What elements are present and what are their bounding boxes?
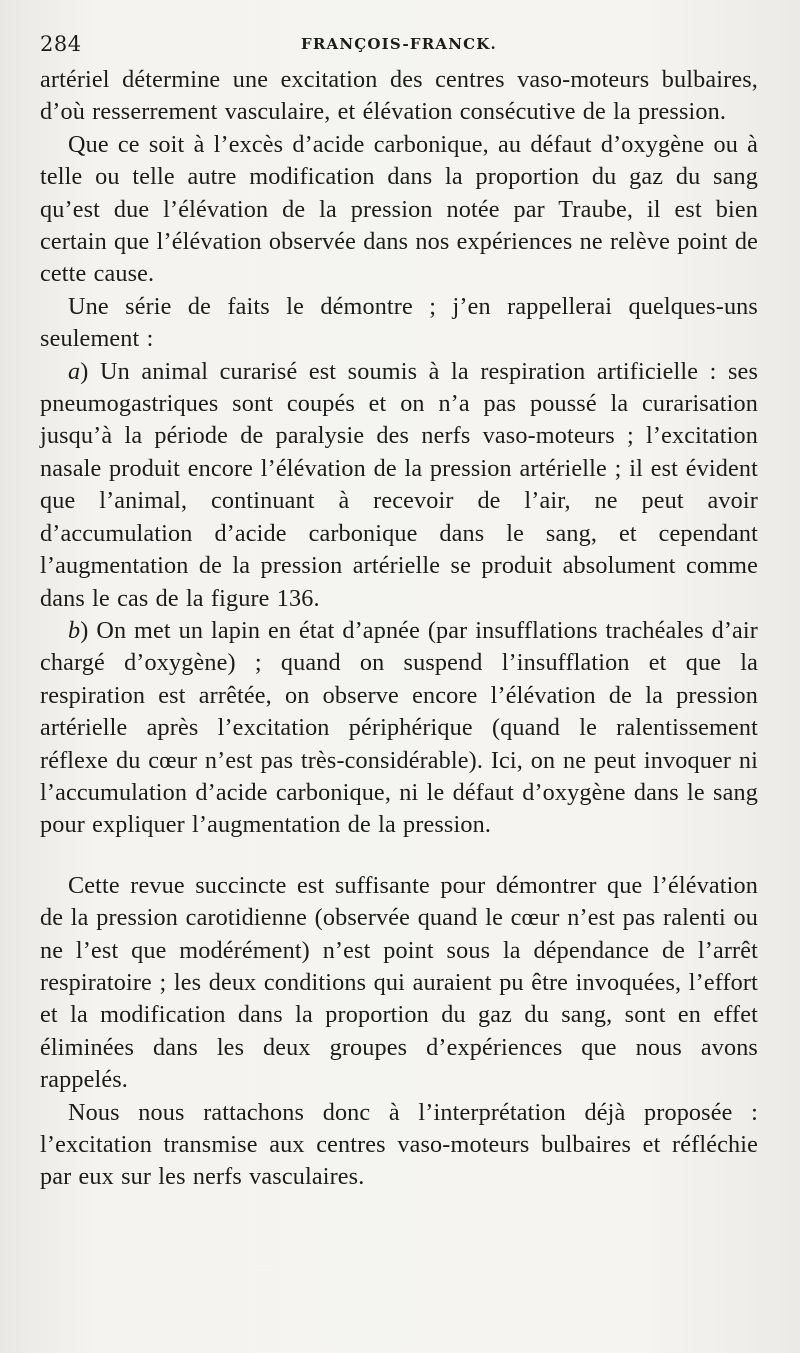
item-text-b: On met un lapin en état d’apnée (par insufflations trachéales d’air chargé d’oxygène) ; quand on suspend l’insufflation et que la respiration est arrêtée, on observe encore l’élévation de la pression artérielle après l’excitation périphérique (quand le ralentissement réflexe du cœur n’est pas très-considérable). Ici, on ne peut invoquer ni l’accumulation d’acide carbonique, ni le défaut d’oxygène dans le sang pour expliquer l’augmentation de la pression. bbox=[40, 616, 758, 839]
paragraph-series-intro: Une série de faits le démontre ; j’en rappellerai quelques-uns seulement : bbox=[40, 292, 758, 353]
paragraph-interpretation: Nous nous rattachons donc à l’interprétation déjà proposée : l’excitation transmise aux centres vaso-moteurs bulbaires et réfléchie par eux sur les nerfs vasculaires. bbox=[40, 1098, 758, 1191]
section-gap bbox=[40, 842, 758, 870]
paragraph-continuation: artériel détermine une excitation des centres vaso-moteurs bulbaires, d’où resserrement vasculaire, et élévation consécutive de la pression. bbox=[40, 66, 758, 126]
item-text-a: Un animal curarisé est soumis à la respiration artificielle : ses pneumogastriques sont coupés et on n’a pas poussé la curarisation jusqu’à la période de paralysie des nerfs vaso-moteurs ; l’excitation nasale produit encore l’élévation de la pression artérielle ; il est évident que l’animal, continuant à recevoir de l’air, ne peut avoir d’accumulation d’acide carbonique dans le sang, et cependant l’augmentation de la pression artérielle se produit absolument comme dans le cas de la figure 136. bbox=[40, 357, 759, 612]
item-label-a: a bbox=[68, 357, 81, 385]
item-label-b: b bbox=[68, 616, 81, 644]
paragraph-traube: Que ce soit à l’excès d’acide carbonique, au défaut d’oxygène ou à telle ou telle autre modification dans la proportion du gaz du sang qu’est due l’élévation de la pression notée par Traube, il est bien certain que l’élévation observée dans nos expériences ne relève point de cette cause. bbox=[40, 130, 758, 288]
running-head: FRANÇOIS-FRANCK. bbox=[301, 35, 497, 53]
list-item-b: b) On met un lapin en état d’apnée (par insufflations trachéales d’air chargé d’oxygène) ; quand on suspend l’insufflation et que la respiration est arrêtée, on observe encore l’élévation de la pression artérielle après l’excitation périphérique (quand le ralentissement réflexe du cœur n’est pas très-considérable). Ici, on ne peut invoquer ni l’accumulation d’acide carbonique, ni le défaut d’oxygène dans le sang pour expliquer l’augmentation de la pression. bbox=[40, 616, 758, 839]
list-item-a: a) Un animal curarisé est soumis à la respiration artificielle : ses pneumogastriques sont coupés et on n’a pas poussé la curarisation jusqu’à la période de paralysie des nerfs vaso-moteurs ; l’excitation nasale produit encore l’élévation de la pression artérielle ; il est évident que l’animal, continuant à recevoir de l’air, ne peut avoir d’accumulation d’acide carbonique dans le sang, et cependant l’augmentation de la pression artérielle se produit absolument comme dans le cas de la figure 136. bbox=[40, 357, 759, 612]
paragraph-conclusion: Cette revue succincte est suffisante pour démontrer que l’élévation de la pression carotidienne (observée quand le cœur n’est pas ralenti ou ne l’est que modérément) n’est point sous la dépendance de l’arrêt respiratoire ; les deux conditions qui auraient pu être invoquées, l’effort et la modification dans la proportion du gaz du sang, sont en effet éliminées dans les deux groupes d’expériences que nous avons rappelés. bbox=[40, 871, 758, 1094]
body-text bbox=[40, 64, 758, 1194]
page-header bbox=[40, 24, 758, 64]
page-number: 284 bbox=[40, 32, 82, 56]
